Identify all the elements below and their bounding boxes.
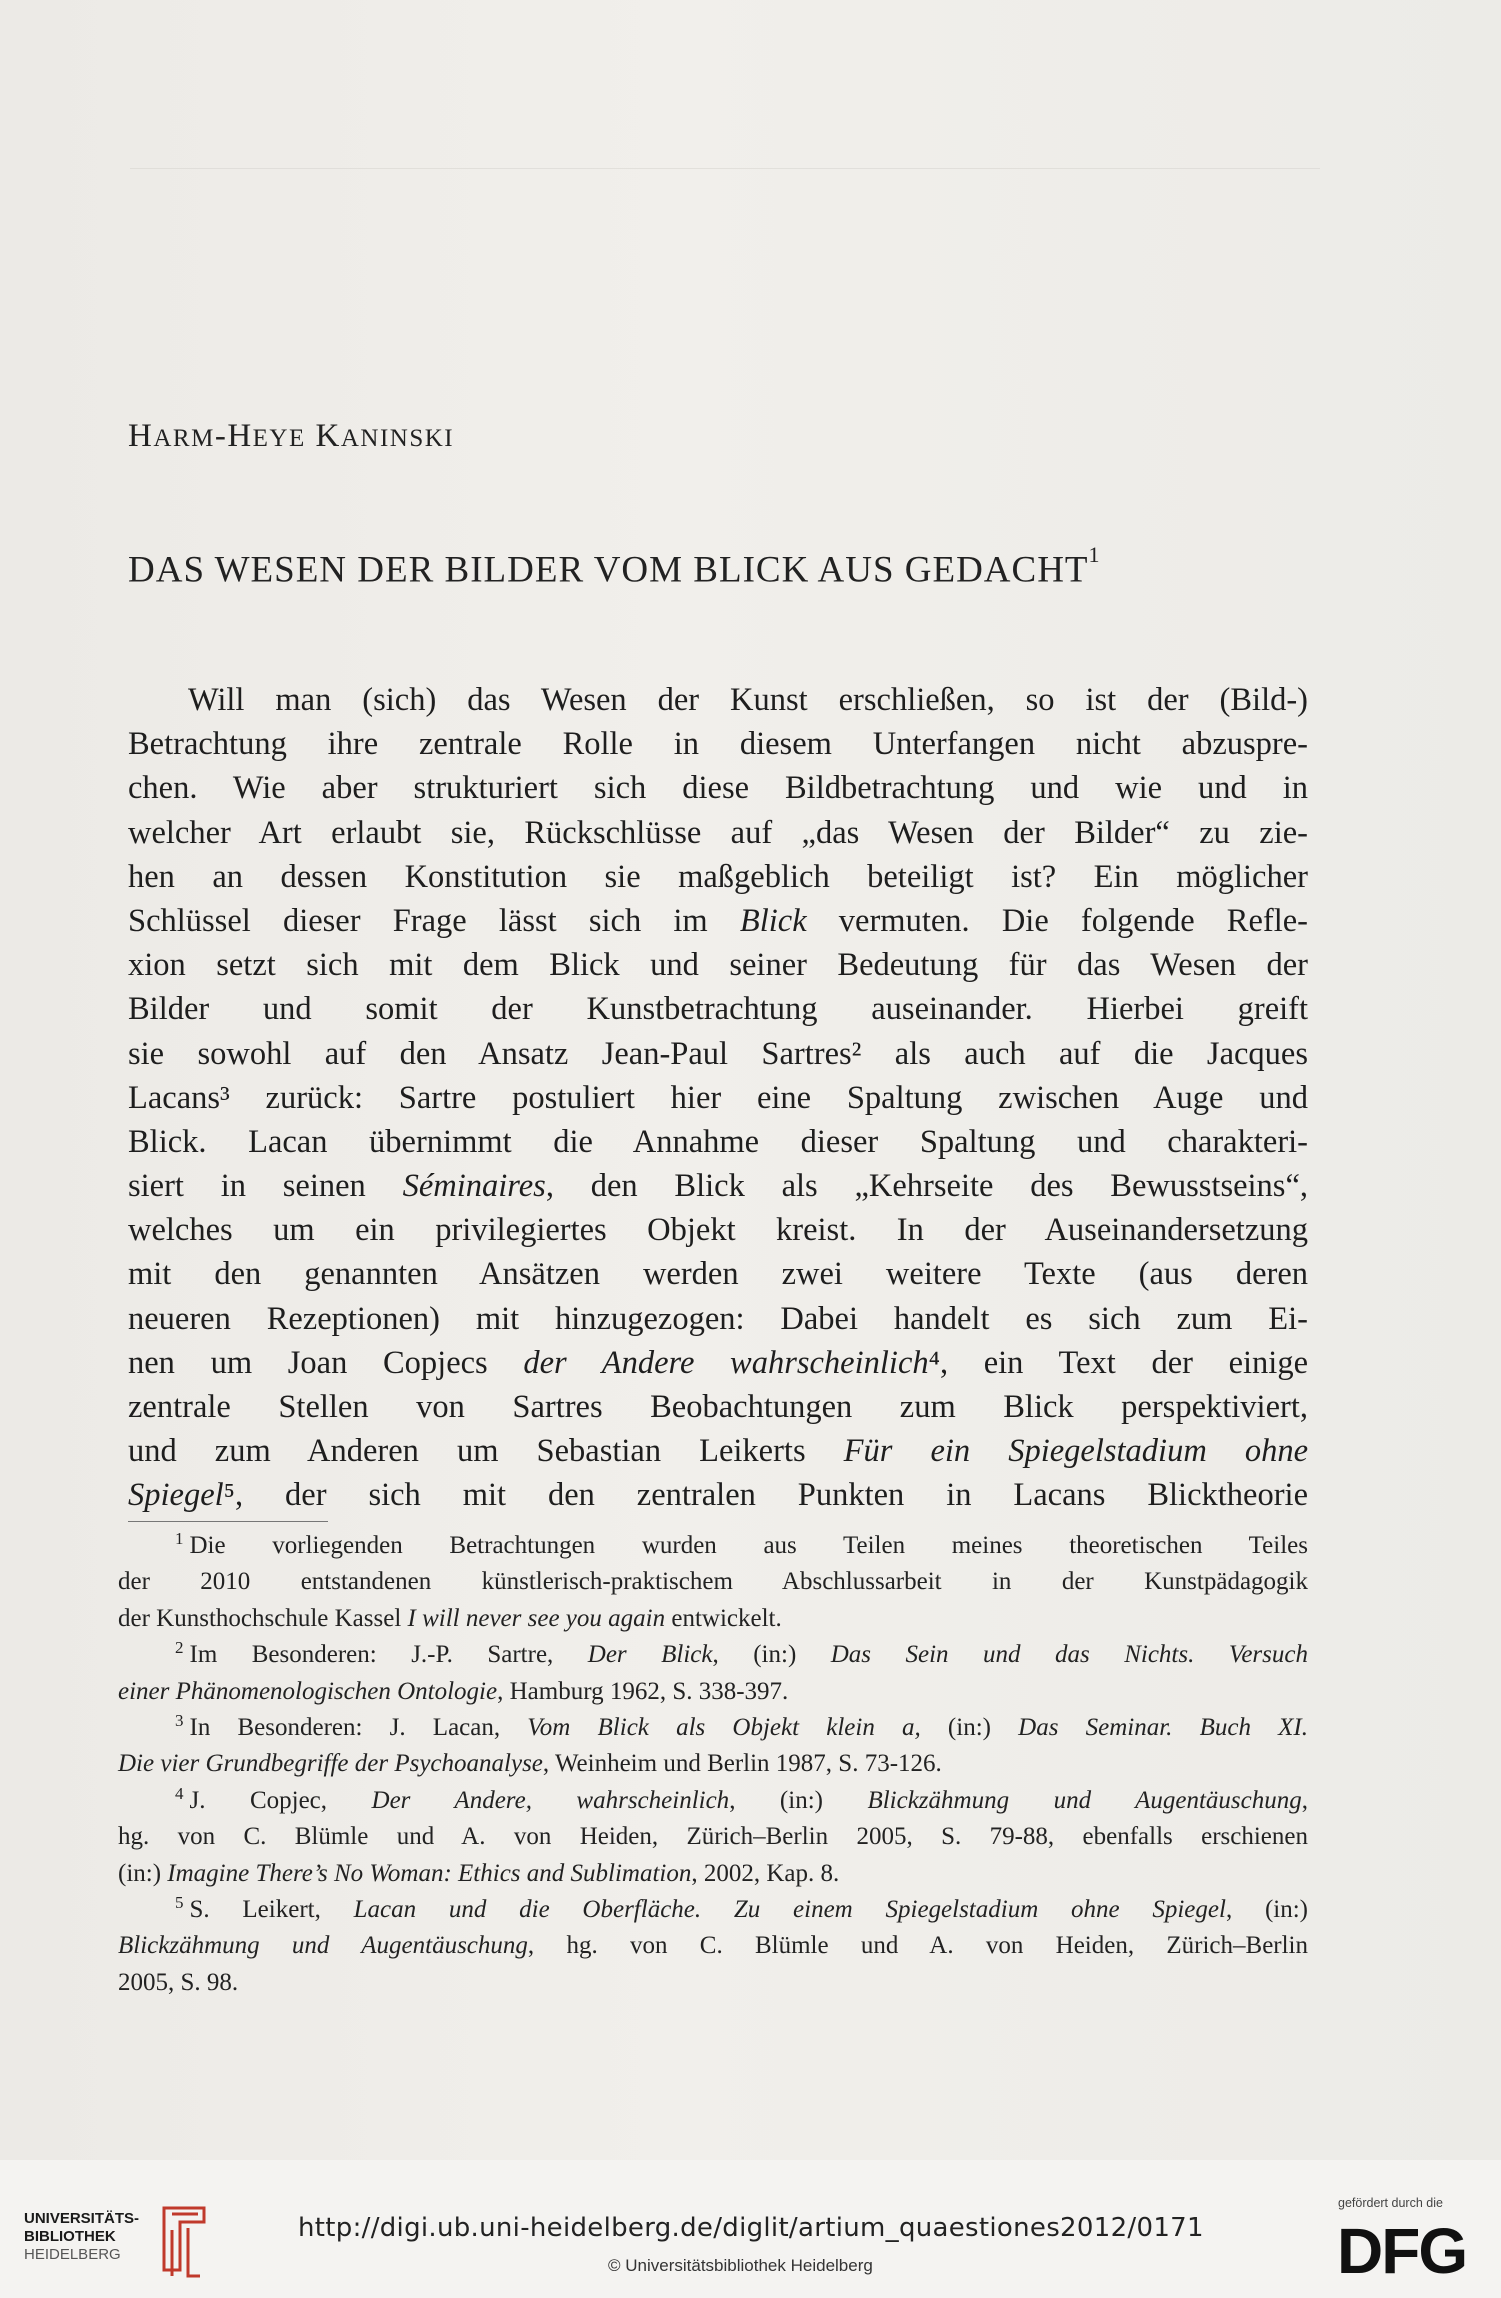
body-line: Blick. Lacan übernimmt die Annahme dieser Spaltung und charakteri- bbox=[128, 1123, 1308, 1160]
body-line: zentrale Stellen von Sartres Beobachtungen zum Blick perspektiviert, bbox=[128, 1389, 1308, 1425]
title-footnote-mark: 1 bbox=[1088, 542, 1101, 567]
footnote-line: Die vier Grundbegriffe der Psychoanalyse, Weinheim und Berlin 1987, S. 73-126. bbox=[118, 1750, 942, 1778]
page-url-link[interactable]: http://digi.ub.uni-heidelberg.de/diglit/artium_quaestiones2012/0171 bbox=[298, 2213, 1204, 2243]
body-line: welches um ein privilegiertes Objekt kreist. In der Auseinandersetzung bbox=[128, 1212, 1308, 1249]
body-line: Spiegel⁵, der sich mit den zentralen Punkten in Lacans Blicktheorie bbox=[128, 1477, 1308, 1514]
dfg-logo-icon bbox=[1335, 2217, 1485, 2279]
footnote-line: hg. von C. Blümle und A. von Heiden, Zürich–Berlin 2005, S. 79-88, ebenfalls erschienen bbox=[118, 1823, 1308, 1851]
body-line: chen. Wie aber strukturiert sich diese Bildbetrachtung und wie und in bbox=[128, 770, 1308, 807]
copyright-notice: © Universitätsbibliothek Heidelberg bbox=[608, 2256, 873, 2275]
footnote-line: der Kunsthochschule Kassel I will never see you again entwickelt. bbox=[118, 1604, 782, 1632]
footnote-line: (in:) Imagine There’s No Woman: Ethics and Sublimation, 2002, Kap. 8. bbox=[118, 1859, 840, 1887]
body-line: Betrachtung ihre zentrale Rolle in diesem Unterfangen nicht abzuspre- bbox=[128, 726, 1308, 763]
footnote-line: der 2010 entstandenen künstlerisch-praktischem Abschlussarbeit in der Kunstpädagogik bbox=[118, 1568, 1308, 1596]
body-paragraph bbox=[128, 678, 1308, 1518]
library-logo-icon bbox=[150, 2200, 220, 2280]
body-line: welcher Art erlaubt sie, Rückschlüsse auf „das Wesen der Bilder“ zu zie- bbox=[128, 814, 1308, 851]
body-line: Bilder und somit der Kunstbetrachtung auseinander. Hierbei greift bbox=[128, 991, 1308, 1028]
body-line: neueren Rezeptionen) mit hinzugezogen: Dabei handelt es sich zum Ei- bbox=[128, 1300, 1308, 1337]
footnote-line: $^1$ Die vorliegenden Betrachtungen wurden aus Teilen meines theoretischen Teiles bbox=[175, 1529, 1308, 1559]
footnote-line: Blickzähmung und Augentäuschung, hg. von C. Blümle und A. von Heiden, Zürich–Berlin bbox=[118, 1932, 1309, 1960]
library-logo-text: UNIVERSITÄTS- BIBLIOTHEK HEIDELBERG bbox=[24, 2210, 140, 2263]
footnote-line: $^3$ In Besonderen: J. Lacan, Vom Blick als Objekt klein a, (in:) Das Seminar. Buch XI. bbox=[175, 1710, 1308, 1741]
footnote-line: $^4$ J. Copjec, Der Andere, wahrscheinlich, (in:) Blickzähmung und Augentäuschung, bbox=[175, 1783, 1308, 1814]
footnote-line: 2005, S. 98. bbox=[118, 1968, 239, 1996]
footnote-line: $^2$ Im Besonderen: J.-P. Sartre, Der Blick, (in:) Das Sein und das Nichts. Versuch bbox=[175, 1638, 1308, 1669]
body-line: siert in seinen Séminaires, den Blick als „Kehrseite des Bewusstseins“, bbox=[128, 1168, 1308, 1205]
body-line: sie sowohl auf den Ansatz Jean-Paul Sartres² als auch auf die Jacques bbox=[128, 1035, 1308, 1072]
body-line: hen an dessen Konstitution sie maßgeblich beteiligt ist? Ein möglicher bbox=[128, 858, 1308, 895]
body-line: xion setzt sich mit dem Blick und seiner Bedeutung für das Wesen der bbox=[128, 947, 1308, 984]
body-line: mit den genannten Ansätzen werden zwei weitere Texte (aus deren bbox=[128, 1256, 1308, 1293]
footnotes bbox=[118, 1528, 1308, 2001]
svg-text:DFG: DFG bbox=[1337, 2217, 1467, 2279]
article-title: DAS WESEN DER BILDER VOM BLICK AUS GEDACHT$^1$ bbox=[128, 542, 1101, 591]
body-line: nen um Joan Copjecs der Andere wahrscheinlich⁴, ein Text der einige bbox=[128, 1344, 1308, 1381]
author-name: HARM-HEYE KANINSKI bbox=[128, 418, 455, 454]
body-line: Will man (sich) das Wesen der Kunst erschließen, so ist der (Bild-) bbox=[188, 682, 1308, 718]
body-line: und zum Anderen um Sebastian Leikerts Für ein Spiegelstadium ohne bbox=[128, 1433, 1309, 1470]
body-line: Schlüssel dieser Frage lässt sich im Blick vermuten. Die folgende Refle- bbox=[128, 902, 1308, 939]
footnote-line: einer Phänomenologischen Ontologie, Hamburg 1962, S. 338-397. bbox=[118, 1677, 789, 1705]
footnote-line: $^5$ S. Leikert, Lacan und die Oberfläche. Zu einem Spiegelstadium ohne Spiegel, (in:) bbox=[175, 1892, 1309, 1923]
body-line: Lacans³ zurück: Sartre postuliert hier eine Spaltung zwischen Auge und bbox=[128, 1079, 1308, 1116]
footnote-separator bbox=[128, 1521, 328, 1522]
funded-by-label: gefördert durch die bbox=[1338, 2196, 1443, 2210]
